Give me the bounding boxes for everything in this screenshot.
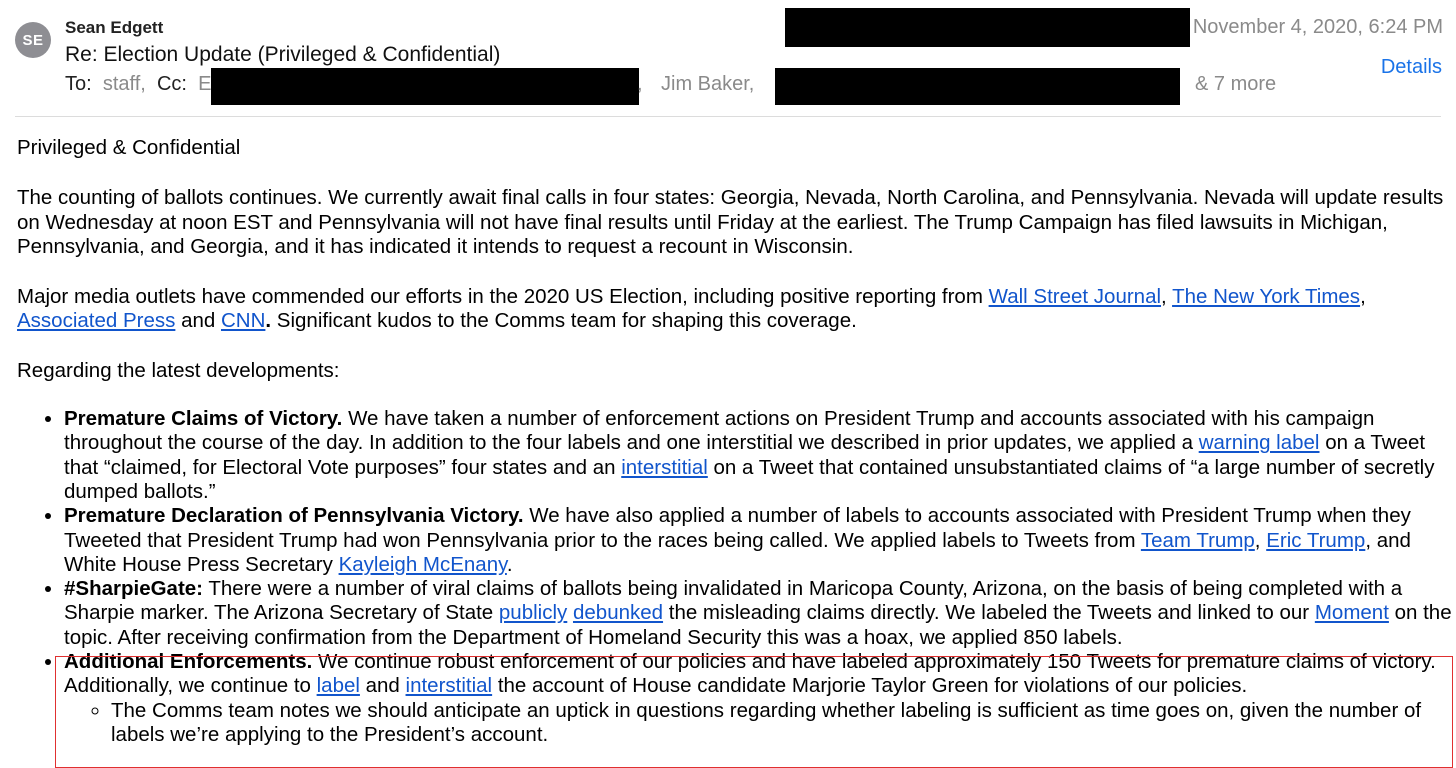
list-item-additional-enforcements <box>64 650 1453 747</box>
list-item-sharpiegate <box>64 577 1453 650</box>
link-cnn[interactable]: CNN <box>220 309 266 333</box>
email-body <box>17 136 1453 747</box>
more-recipients-link[interactable]: & 7 more <box>1195 73 1277 95</box>
text: , <box>1254 528 1267 552</box>
text: , <box>1161 285 1173 309</box>
text: on the topic. After receiving confirmation from the Department of Homeland Security this was a hoax, we applied 850 labels. <box>64 601 1452 649</box>
text: We have taken a number of enforcement actions on President Trump and accounts associated with his campaign throughout the course of the day. In addition to the four labels and one interstitial we described in prior updates, we applied a <box>64 407 1375 455</box>
paragraph-media-coverage <box>17 285 1453 334</box>
link-publicly[interactable]: publicly <box>498 601 568 625</box>
cc-comma: , <box>637 73 643 95</box>
text: We continue robust enforcement of our policies and have labeled approximately 150 Tweets for premature claims of victory. Additionally, we continue to <box>64 650 1436 698</box>
text: Major media outlets have commended our efforts in the 2020 US Election, including positive reporting from <box>17 285 989 309</box>
link-eric-trump[interactable]: Eric Trump <box>1266 528 1366 552</box>
to-recipient[interactable]: staff, <box>102 73 146 95</box>
text: and <box>359 674 406 698</box>
paragraph-developments-intro: Regarding the latest developments: <box>17 358 340 382</box>
confidential-line: Privileged & Confidential <box>17 136 241 159</box>
list-item-premature-claims <box>64 407 1453 504</box>
text: , <box>1360 285 1366 309</box>
sub-list <box>64 699 1453 748</box>
cc-label: Cc: <box>156 73 187 95</box>
sub-list-item-comms: ◦ The Comms team notes we should anticipate an uptick in questions regarding whether labeling is sufficient as time goes on, given the number of labels we’re applying to the President’s account. <box>111 699 1453 748</box>
redaction-bar <box>775 68 1180 105</box>
link-wall-street-journal[interactable]: Wall Street Journal <box>988 285 1162 309</box>
item-title: #SharpieGate: <box>64 577 203 601</box>
link-interstitial[interactable]: interstitial <box>621 455 708 479</box>
link-warning-label[interactable]: warning label <box>1198 431 1320 455</box>
link-team-trump[interactable]: Team Trump <box>1140 528 1255 552</box>
text: , and White House Press Secretary <box>64 528 1411 576</box>
recipients-line <box>65 73 211 96</box>
paragraph-ballot-counting: The counting of ballots continues. We currently await final calls in four states: Georgia, Nevada, North Carolina, and Pennsylvania. Nevada will update results on Wednesday at noon EST and Pennsylvania will not have final results until Friday at the earliest. The Trump Campaign has filed lawsuits in Michigan, Pennsylvania, and Georgia, and it has indicated it intends to request a recount in Wisconsin. <box>17 186 1444 258</box>
sender-name[interactable]: Sean Edgett <box>65 18 164 37</box>
text: the account of House candidate Marjorie Taylor Green for violations of our policies. <box>492 674 1248 698</box>
item-title: Premature Claims of Victory. <box>64 407 343 431</box>
text: There were a number of viral claims of ballots being invalidated in Maricopa County, Arizona, on the basis of being completed with a Sharpie marker. The Arizona Secretary of State <box>64 577 1403 625</box>
details-link[interactable]: Details <box>1380 56 1442 78</box>
header-divider <box>15 116 1441 117</box>
text: . <box>265 309 272 333</box>
text: Significant kudos to the Comms team for shaping this coverage. <box>271 309 857 333</box>
text: . <box>506 552 513 576</box>
item-title: Premature Declaration of Pennsylvania Victory. <box>64 504 524 528</box>
cc-recipient-partial[interactable]: E <box>198 73 212 95</box>
email-date: November 4, 2020, 6:24 PM <box>1192 16 1443 38</box>
text: on a Tweet that contained unsubstantiated claims of “a large number of secretly dumped ballots.” <box>64 455 1435 503</box>
link-moment[interactable]: Moment <box>1314 601 1389 625</box>
text: on a Tweet that “claimed, for Electoral Vote purposes” four states and an <box>64 431 1426 479</box>
avatar[interactable] <box>15 22 51 58</box>
email-subject: Re: Election Update (Privileged & Confidential) <box>65 43 501 66</box>
redaction-bar <box>211 68 639 105</box>
text: and <box>175 309 221 333</box>
link-label[interactable]: label <box>316 674 360 698</box>
email-header <box>0 0 1456 116</box>
cc-recipient-jim-baker[interactable]: Jim Baker, <box>661 73 755 95</box>
text: the misleading claims directly. We labeled the Tweets and linked to our <box>663 601 1315 625</box>
redaction-bar <box>785 8 1190 47</box>
avatar-initials: SE <box>22 31 44 49</box>
link-interstitial-mtg[interactable]: interstitial <box>405 674 493 698</box>
link-kayleigh-mcenany[interactable]: Kayleigh McEnany <box>338 552 507 576</box>
list-item-pennsylvania <box>64 504 1453 577</box>
developments-list <box>17 407 1453 747</box>
text: We have also applied a number of labels to accounts associated with President Trump when they Tweeted that President Trump had won Pennsylvania prior to the races being called. We applied labels to Tweets from <box>64 504 1411 552</box>
link-debunked[interactable]: debunked <box>572 601 664 625</box>
link-new-york-times[interactable]: The New York Times <box>1172 285 1361 309</box>
link-associated-press[interactable]: Associated Press <box>17 309 176 333</box>
to-label: To: <box>65 73 92 95</box>
item-title: Additional Enforcements. <box>64 650 313 674</box>
